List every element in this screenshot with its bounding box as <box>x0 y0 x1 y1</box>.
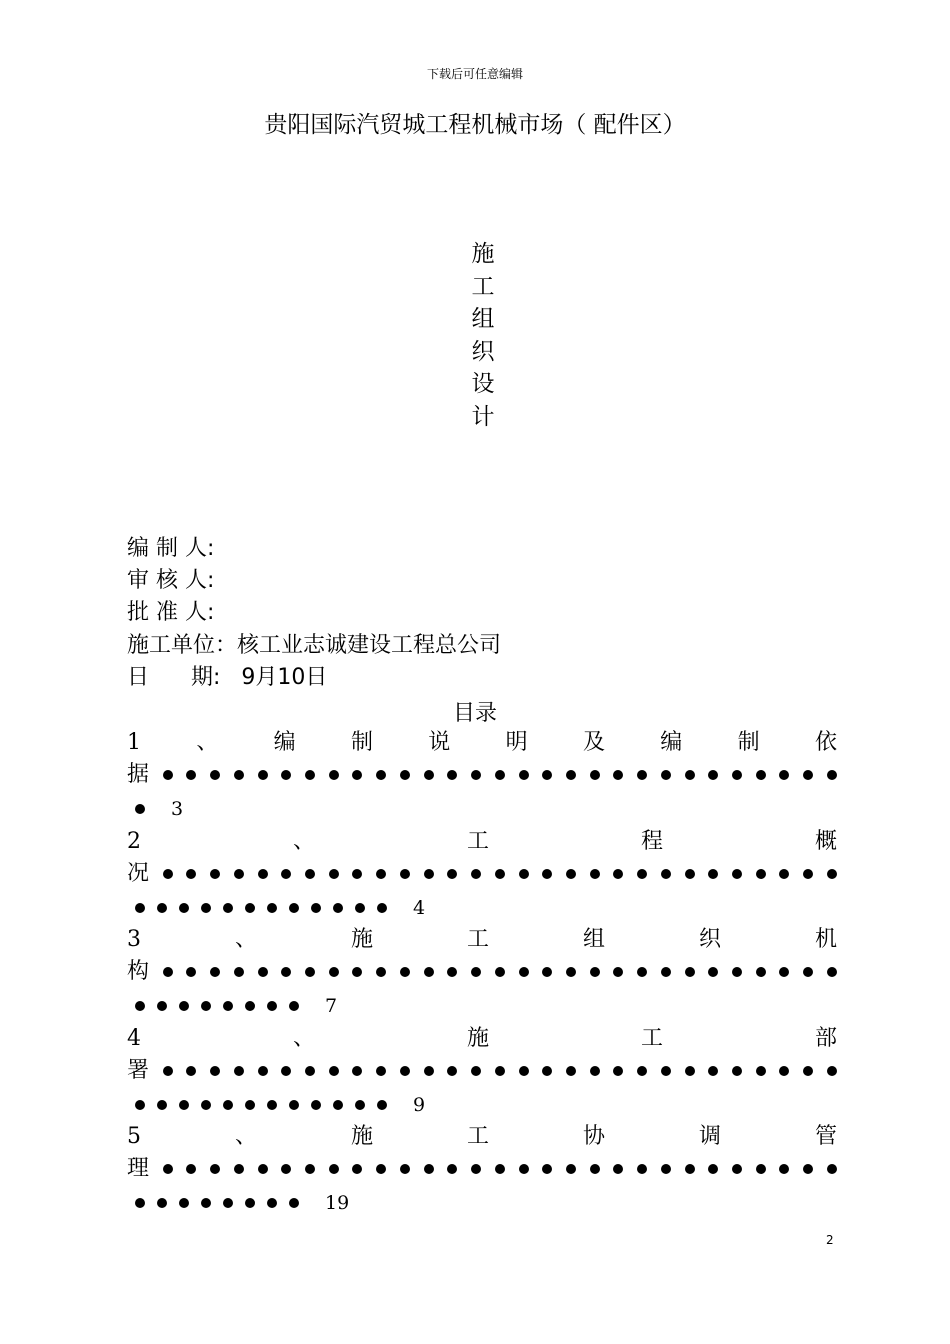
leader-dot <box>210 967 220 977</box>
toc-title-cont: 构 <box>127 959 150 984</box>
leader-dot <box>613 770 623 780</box>
toc-title-char: 施 <box>350 1124 373 1149</box>
toc-title-char: 依 <box>814 730 837 755</box>
leader-dot <box>157 1100 167 1110</box>
leader-dot <box>590 770 600 780</box>
toc-leader-line <box>127 1055 837 1087</box>
leader-dot <box>352 1164 362 1174</box>
vertical-title-char: 工 <box>471 273 495 300</box>
leader-dot <box>179 1198 189 1208</box>
leader-dot <box>827 1164 837 1174</box>
leader-dot <box>400 770 410 780</box>
leader-dot <box>135 1198 145 1208</box>
toc-title-char: 施 <box>466 1026 489 1051</box>
leader-dot <box>447 967 457 977</box>
leader-dot <box>685 1164 695 1174</box>
approver-label: 批 准 人: <box>127 600 215 625</box>
leader-dot <box>590 1164 600 1174</box>
leader-dot <box>333 903 343 913</box>
toc-page-line <box>127 1089 837 1121</box>
leader-dot <box>376 770 386 780</box>
leader-dot <box>566 1066 576 1076</box>
leader-dot <box>756 869 766 879</box>
leader-dot <box>186 1164 196 1174</box>
leader-dot <box>708 1066 718 1076</box>
leader-dot <box>376 869 386 879</box>
toc-title-char: 协 <box>582 1124 605 1149</box>
leader-dot <box>542 869 552 879</box>
leader-dot <box>779 770 789 780</box>
toc-title-cont: 署 <box>127 1058 150 1083</box>
toc-title-char: 概 <box>814 829 837 854</box>
toc-title-char: 调 <box>698 1124 721 1149</box>
leader-dot <box>803 770 813 780</box>
leader-dot <box>201 1001 211 1011</box>
leader-dot <box>447 1066 457 1076</box>
leader-dot <box>756 1164 766 1174</box>
toc-page-number: 19 <box>325 1192 350 1214</box>
leader-dot <box>333 1100 343 1110</box>
leader-dot <box>210 770 220 780</box>
leader-dot <box>135 804 145 814</box>
toc-page-number: 3 <box>171 798 184 820</box>
toc-title-char: 制 <box>350 730 373 755</box>
vertical-title <box>466 238 500 433</box>
leader-dot <box>377 903 387 913</box>
vertical-title-char: 织 <box>471 338 495 365</box>
page-number: 2 <box>826 1233 834 1247</box>
toc-title-char: 编 <box>273 730 296 755</box>
toc-page-line <box>127 990 837 1022</box>
toc-title-char: 施 <box>350 927 373 952</box>
leader-dot <box>495 967 505 977</box>
leader-dot <box>258 1066 268 1076</box>
leader-dot <box>590 869 600 879</box>
toc-title-char: 1 <box>127 730 141 755</box>
leader-dot <box>519 869 529 879</box>
leader-dot <box>267 903 277 913</box>
toc-title-char: 制 <box>737 730 760 755</box>
leader-dot <box>305 967 315 977</box>
leader-dot <box>289 903 299 913</box>
leader-dot <box>566 967 576 977</box>
toc-heading: 目录 <box>452 701 497 726</box>
toc-title-char: 及 <box>582 730 605 755</box>
leader-dot <box>258 967 268 977</box>
leader-dot <box>400 1066 410 1076</box>
toc-title-char: 组 <box>582 927 605 952</box>
leader-dot <box>281 869 291 879</box>
leader-dot <box>201 1198 211 1208</box>
leader-dot <box>400 967 410 977</box>
leader-dot <box>803 1164 813 1174</box>
leader-dot <box>495 770 505 780</box>
leader-dot <box>186 967 196 977</box>
leader-dot <box>329 1164 339 1174</box>
leader-dot <box>289 1198 299 1208</box>
toc-leader-line <box>127 1153 837 1185</box>
toc-title-cont: 况 <box>127 861 150 886</box>
leader-dot <box>245 903 255 913</box>
leader-dot <box>179 1001 189 1011</box>
toc-leader-line <box>127 858 837 890</box>
leader-dot <box>732 967 742 977</box>
leader-dot <box>163 770 173 780</box>
leader-dot <box>637 967 647 977</box>
toc-leader-line <box>127 759 837 791</box>
leader-dot <box>281 770 291 780</box>
leader-dot <box>542 967 552 977</box>
leader-dot <box>495 1066 505 1076</box>
leader-dot <box>234 967 244 977</box>
toc-title-char: 5 <box>127 1124 141 1149</box>
construction-unit: 施工单位：核工业志诚建设工程总公司 <box>127 633 502 658</box>
leader-dot <box>447 1164 457 1174</box>
toc-entry-title[interactable] <box>127 727 837 759</box>
toc-title-char: 、 <box>234 927 257 952</box>
leader-dot <box>329 770 339 780</box>
leader-dot <box>355 1100 365 1110</box>
leader-dot <box>590 967 600 977</box>
leader-dot <box>223 1001 233 1011</box>
toc-entry-title[interactable] <box>127 1023 837 1055</box>
leader-dot <box>685 770 695 780</box>
toc-page-number: 9 <box>413 1094 426 1116</box>
leader-dot <box>803 869 813 879</box>
toc-title-char: 工 <box>640 1026 663 1051</box>
leader-dot <box>329 1066 339 1076</box>
leader-dot <box>186 869 196 879</box>
leader-dot <box>157 903 167 913</box>
toc-page-number: 7 <box>325 995 338 1017</box>
leader-dot <box>685 967 695 977</box>
leader-dot <box>201 903 211 913</box>
leader-dot <box>613 869 623 879</box>
toc-title-char: 工 <box>466 1124 489 1149</box>
toc-entry-title[interactable] <box>127 1121 837 1153</box>
leader-dot <box>495 869 505 879</box>
leader-dot <box>289 1100 299 1110</box>
leader-dot <box>186 1066 196 1076</box>
toc-title-char: 工 <box>466 927 489 952</box>
leader-dot <box>234 869 244 879</box>
leader-dot <box>186 770 196 780</box>
leader-dot <box>245 1198 255 1208</box>
leader-dot <box>210 1164 220 1174</box>
leader-dot <box>352 869 362 879</box>
leader-dot <box>424 1066 434 1076</box>
leader-dot <box>590 1066 600 1076</box>
leader-dot <box>281 1066 291 1076</box>
toc-title-char: 3 <box>127 927 141 952</box>
leader-dot <box>803 1066 813 1076</box>
vertical-title-char: 计 <box>471 403 495 430</box>
leader-dot <box>708 1164 718 1174</box>
toc-entry-title[interactable] <box>127 826 837 858</box>
leader-dot <box>201 1100 211 1110</box>
toc-title-char: 、 <box>292 1026 315 1051</box>
leader-dot <box>566 869 576 879</box>
leader-dot <box>566 1164 576 1174</box>
leader-dot <box>352 967 362 977</box>
vertical-title-char: 组 <box>471 306 495 332</box>
vertical-title-char: 施 <box>471 241 495 267</box>
toc-entry-title[interactable] <box>127 924 837 956</box>
leader-dot <box>400 869 410 879</box>
leader-dot <box>661 967 671 977</box>
leader-dot <box>210 869 220 879</box>
leader-dot <box>245 1001 255 1011</box>
toc-title-cont: 据 <box>127 762 150 787</box>
document-title: 贵阳国际汽贸城工程机械市场（ 配件区） <box>264 112 686 138</box>
leader-dot <box>234 1066 244 1076</box>
toc-title-char: 管 <box>814 1124 837 1149</box>
leader-dot <box>352 770 362 780</box>
leader-dot <box>267 1198 277 1208</box>
leader-dot <box>376 1066 386 1076</box>
leader-dot <box>613 1066 623 1076</box>
leader-dot <box>234 1164 244 1174</box>
leader-dot <box>519 1164 529 1174</box>
leader-dot <box>756 770 766 780</box>
leader-dot <box>135 903 145 913</box>
leader-dot <box>376 967 386 977</box>
leader-dot <box>135 1001 145 1011</box>
leader-dot <box>779 1066 789 1076</box>
leader-dot <box>424 869 434 879</box>
leader-dot <box>135 1100 145 1110</box>
leader-dot <box>258 770 268 780</box>
leader-dot <box>827 1066 837 1076</box>
leader-dot <box>708 967 718 977</box>
page-header: 下载后可任意编辑 <box>426 67 523 81</box>
leader-dot <box>376 1164 386 1174</box>
leader-dot <box>542 1164 552 1174</box>
leader-dot <box>471 869 481 879</box>
toc-title-char: 2 <box>127 829 141 854</box>
leader-dot <box>400 1164 410 1174</box>
leader-dot <box>637 869 647 879</box>
leader-dot <box>756 1066 766 1076</box>
toc-leader-line <box>127 956 837 988</box>
leader-dot <box>377 1100 387 1110</box>
leader-dot <box>163 1164 173 1174</box>
toc-title-char: 工 <box>466 829 489 854</box>
leader-dot <box>542 1066 552 1076</box>
leader-dot <box>519 967 529 977</box>
leader-dot <box>756 967 766 977</box>
leader-dot <box>637 1164 647 1174</box>
toc-title-char: 说 <box>428 730 451 755</box>
vertical-title-char: 设 <box>471 371 495 397</box>
leader-dot <box>661 770 671 780</box>
leader-dot <box>447 770 457 780</box>
leader-dot <box>471 1164 481 1174</box>
leader-dot <box>234 770 244 780</box>
toc-title-char: 编 <box>660 730 683 755</box>
leader-dot <box>289 1001 299 1011</box>
leader-dot <box>329 967 339 977</box>
leader-dot <box>566 770 576 780</box>
leader-dot <box>267 1001 277 1011</box>
leader-dot <box>245 1100 255 1110</box>
leader-dot <box>661 1164 671 1174</box>
compiler-label: 编 制 人: <box>127 536 215 561</box>
leader-dot <box>258 1164 268 1174</box>
leader-dot <box>311 1100 321 1110</box>
leader-dot <box>495 1164 505 1174</box>
date-line: 日 期: 9月10日 <box>127 665 328 690</box>
leader-dot <box>519 1066 529 1076</box>
leader-dot <box>267 1100 277 1110</box>
leader-dot <box>424 770 434 780</box>
leader-dot <box>708 869 718 879</box>
leader-dot <box>613 1164 623 1174</box>
leader-dot <box>637 770 647 780</box>
toc-title-char: 织 <box>698 927 721 952</box>
leader-dot <box>311 903 321 913</box>
toc-page-line <box>127 793 837 825</box>
leader-dot <box>732 1164 742 1174</box>
toc-title-char: 、 <box>292 829 315 854</box>
leader-dot <box>163 869 173 879</box>
leader-dot <box>157 1198 167 1208</box>
leader-dot <box>542 770 552 780</box>
leader-dot <box>708 770 718 780</box>
leader-dot <box>281 1164 291 1174</box>
toc-title-char: 程 <box>640 829 663 854</box>
toc-title-char: 、 <box>196 730 219 755</box>
leader-dot <box>661 1066 671 1076</box>
toc-title-char: 、 <box>234 1124 257 1149</box>
leader-dot <box>305 1164 315 1174</box>
leader-dot <box>827 869 837 879</box>
toc-title-char: 部 <box>814 1026 837 1051</box>
leader-dot <box>661 869 671 879</box>
leader-dot <box>779 869 789 879</box>
leader-dot <box>179 903 189 913</box>
leader-dot <box>637 1066 647 1076</box>
leader-dot <box>685 1066 695 1076</box>
leader-dot <box>732 770 742 780</box>
leader-dot <box>685 869 695 879</box>
toc-title-char: 4 <box>127 1026 141 1051</box>
leader-dot <box>355 903 365 913</box>
leader-dot <box>223 1100 233 1110</box>
leader-dot <box>424 967 434 977</box>
toc-title-char: 机 <box>814 927 837 952</box>
leader-dot <box>447 869 457 879</box>
toc-page-line <box>127 892 837 924</box>
leader-dot <box>732 869 742 879</box>
leader-dot <box>732 1066 742 1076</box>
leader-dot <box>471 967 481 977</box>
toc-title-char: 明 <box>505 730 528 755</box>
leader-dot <box>827 967 837 977</box>
leader-dot <box>305 770 315 780</box>
leader-dot <box>281 967 291 977</box>
leader-dot <box>779 967 789 977</box>
leader-dot <box>157 1001 167 1011</box>
toc-title-cont: 理 <box>127 1156 150 1181</box>
leader-dot <box>305 1066 315 1076</box>
leader-dot <box>471 1066 481 1076</box>
leader-dot <box>827 770 837 780</box>
toc-page-line <box>127 1187 837 1219</box>
leader-dot <box>471 770 481 780</box>
leader-dot <box>613 967 623 977</box>
leader-dot <box>305 869 315 879</box>
leader-dot <box>163 967 173 977</box>
leader-dot <box>424 1164 434 1174</box>
reviewer-label: 审 核 人: <box>127 568 215 593</box>
leader-dot <box>803 967 813 977</box>
leader-dot <box>329 869 339 879</box>
leader-dot <box>210 1066 220 1076</box>
leader-dot <box>179 1100 189 1110</box>
leader-dot <box>258 869 268 879</box>
leader-dot <box>779 1164 789 1174</box>
toc-page-number: 4 <box>413 897 426 919</box>
leader-dot <box>519 770 529 780</box>
leader-dot <box>352 1066 362 1076</box>
leader-dot <box>223 1198 233 1208</box>
leader-dot <box>223 903 233 913</box>
leader-dot <box>163 1066 173 1076</box>
